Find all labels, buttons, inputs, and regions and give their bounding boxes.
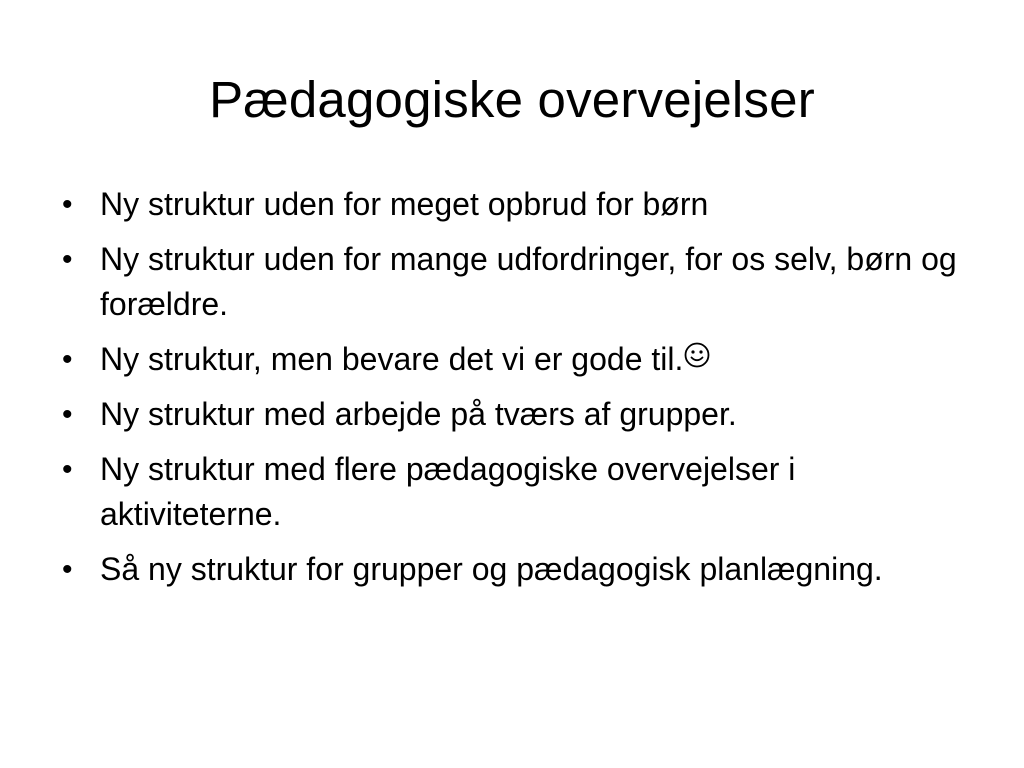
bullet-icon: • [62,343,73,376]
bullet-item-2 [56,237,976,327]
bullet-icon: • [62,453,73,486]
bullet-icon: • [62,243,73,276]
bullet-text: Ny struktur med flere pædagogiske overvejelser i aktiviteterne. [100,451,796,532]
bullet-item-5 [56,447,976,537]
slide-title: Pædagogiske overvejelser [209,71,815,128]
bullet-icon: • [62,188,73,221]
bullet-text: Ny struktur uden for mange udfordringer, for os selv, børn og forældre. [100,241,957,322]
bullet-icon: • [62,398,73,431]
bullet-item-1 [56,182,976,227]
bullet-item-4 [56,392,976,437]
bullet-list [56,182,976,602]
bullet-item-3 [56,337,976,382]
bullet-text: Ny struktur, men bevare det vi er gode til. [100,341,684,377]
bullet-item-6 [56,547,976,592]
bullet-text: Så ny struktur for grupper og pædagogisk planlægning. [100,551,883,587]
bullet-text: Ny struktur uden for meget opbrud for børn [100,186,709,222]
bullet-text: Ny struktur med arbejde på tværs af grupper. [100,396,737,432]
smiley-icon [684,342,710,368]
bullet-icon: • [62,553,73,586]
